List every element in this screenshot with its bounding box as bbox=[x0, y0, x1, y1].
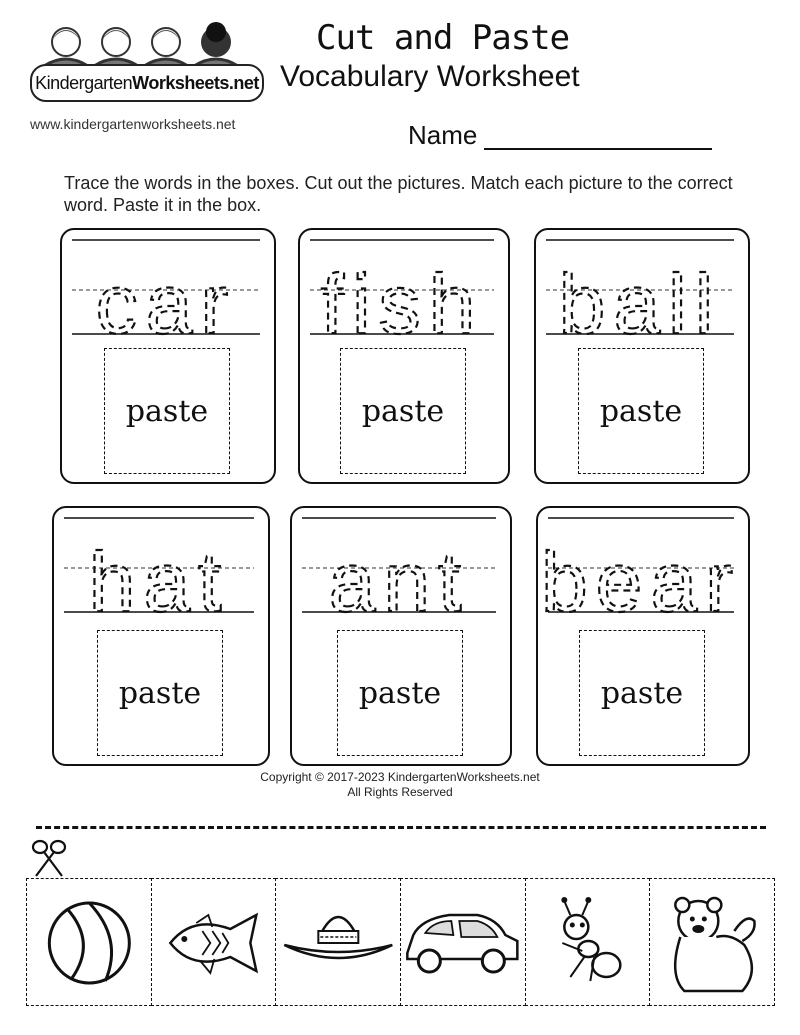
ant-icon bbox=[526, 879, 651, 1007]
tracing-lines bbox=[62, 230, 274, 340]
site-url: www.kindergartenworksheets.net bbox=[30, 116, 236, 132]
tracing-lines bbox=[292, 508, 510, 618]
word-card-ant bbox=[290, 506, 512, 766]
cutout-picture[interactable] bbox=[400, 878, 526, 1006]
paste-box[interactable] bbox=[337, 630, 463, 756]
name-field-line[interactable] bbox=[484, 148, 712, 150]
tracing-lines bbox=[300, 230, 508, 340]
cutout-picture[interactable] bbox=[525, 878, 651, 1006]
instructions-text: Trace the words in the boxes. Cut out the pictures. Match each picture to the correct word. Paste it in the box. bbox=[64, 173, 733, 215]
car-icon bbox=[401, 879, 526, 1007]
scissors-icon bbox=[30, 838, 68, 878]
paste-label: paste bbox=[600, 675, 684, 711]
paste-box[interactable] bbox=[578, 348, 704, 474]
bear-icon bbox=[650, 879, 775, 1007]
trace-word: car bbox=[95, 257, 237, 340]
cutout-picture[interactable] bbox=[275, 878, 401, 1006]
word-card-bear bbox=[536, 506, 750, 766]
worksheet-subtitle: Vocabulary Worksheet bbox=[280, 60, 580, 93]
paste-label: paste bbox=[118, 675, 202, 711]
name-label: Name bbox=[408, 120, 478, 150]
paste-label: paste bbox=[361, 393, 445, 429]
beach-ball-icon bbox=[27, 879, 152, 1007]
cutout-picture[interactable] bbox=[649, 878, 775, 1006]
cutout-picture[interactable] bbox=[26, 878, 152, 1006]
copyright bbox=[0, 770, 800, 800]
copyright-line-1: Copyright © 2017-2023 KindergartenWorksheets.net bbox=[260, 770, 540, 784]
tracing-lines bbox=[538, 508, 748, 618]
paste-label: paste bbox=[599, 393, 683, 429]
paste-box[interactable] bbox=[340, 348, 466, 474]
paste-box[interactable] bbox=[104, 348, 230, 474]
logo-children-icon bbox=[44, 22, 244, 66]
word-card-ball bbox=[534, 228, 750, 484]
paste-label: paste bbox=[358, 675, 442, 711]
word-card-fish bbox=[298, 228, 510, 484]
paste-label: paste bbox=[125, 393, 209, 429]
paste-box[interactable] bbox=[97, 630, 223, 756]
worksheet-title: Cut and Paste bbox=[316, 18, 570, 58]
trace-word: fish bbox=[320, 257, 484, 340]
word-card-hat bbox=[52, 506, 270, 766]
logo-wordmark bbox=[30, 64, 264, 102]
tracing-lines bbox=[536, 230, 748, 340]
logo-text-a: Kindergarten bbox=[35, 72, 133, 93]
trace-word: bear bbox=[540, 535, 742, 618]
cutout-picture[interactable] bbox=[151, 878, 277, 1006]
copyright-line-2: All Rights Reserved bbox=[347, 785, 453, 799]
cut-line bbox=[36, 826, 766, 829]
paste-box[interactable] bbox=[579, 630, 705, 756]
trace-word: ball bbox=[558, 257, 722, 340]
fish-icon bbox=[152, 879, 277, 1007]
tracing-lines bbox=[54, 508, 268, 618]
cutout-pictures-strip bbox=[26, 878, 774, 1006]
word-card-car bbox=[60, 228, 276, 484]
trace-word: hat bbox=[88, 535, 230, 618]
sombrero-hat-icon bbox=[276, 879, 401, 1007]
trace-word: ant bbox=[328, 535, 470, 618]
logo-text-b: Worksheets.net bbox=[132, 72, 259, 93]
